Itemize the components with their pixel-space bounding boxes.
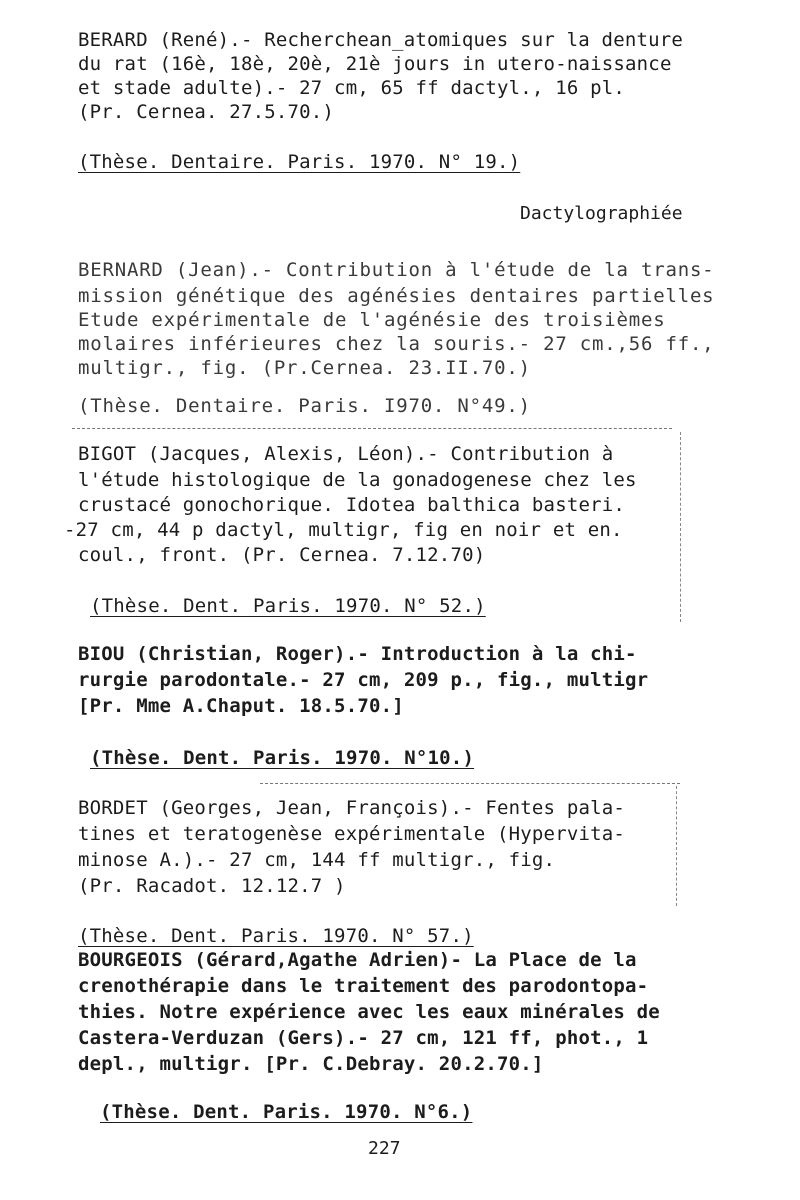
entry-line: crustacé gonochorique. Idotea balthica basteri. [78, 494, 626, 516]
entry-line: coul., front. (Pr. Cernea. 7.12.70) [78, 544, 486, 566]
these-reference: (Thèse. Dent. Paris. 1970. N° 52.) [90, 595, 486, 617]
divider [260, 783, 680, 784]
entry-line: molaires inférieures chez la souris.- 27 cm.,56 ff., [78, 333, 715, 355]
entry-line: thies. Notre expérience avec les eaux minérales de [78, 1001, 660, 1023]
entry-line: du rat (16è, 18è, 20è, 21è jours in utero-naissance [78, 53, 672, 75]
divider-vertical [676, 786, 677, 906]
entry-line: l'étude histologique de la gonadogenese chez les [78, 469, 637, 491]
these-reference: (Thèse. Dentaire. Paris. 1970. N° 19.) [78, 151, 521, 173]
entry-line: -27 cm, 44 p dactyl, multigr, fig en noir et en. [64, 519, 623, 541]
entry-line: BERARD (René).- Recherchean̲atomiques sur la denture [78, 29, 684, 51]
page-number: 227 [368, 1138, 401, 1159]
entry-line: [Pr. Mme A.Chaput. 18.5.70.] [78, 695, 404, 717]
entry-line: et stade adulte).- 27 cm, 65 ff dactyl., 16 pl. [78, 77, 626, 99]
entry-line: BORDET (Georges, Jean, François).- Fentes pala- [78, 797, 626, 819]
entry-line: BOURGEOIS (Gérard,Agathe Adrien)- La Place de la [78, 949, 637, 971]
these-reference: (Thèse. Dent. Paris. 1970. N° 57.) [78, 925, 474, 947]
entry-line: BERNARD (Jean).- Contribution à l'étude de la trans- [78, 259, 715, 281]
entry-line: tines et teratogenèse expérimentale (Hypervita- [78, 823, 626, 845]
divider [72, 428, 672, 429]
entry-line: Castera-Verduzan (Gers).- 27 cm, 121 ff, phot., 1 [78, 1027, 649, 1049]
entry-line: mission génétique des agénésies dentaires partielles [78, 285, 715, 307]
dactylographiee-label: Dactylographiée [520, 203, 683, 224]
entry-line: rurgie parodontale.- 27 cm, 209 p., fig., multigr [78, 669, 649, 691]
entry-line: (Pr. Cernea. 27.5.70.) [78, 101, 335, 123]
entry-line: BIOU (Christian, Roger).- Introduction à la chi- [78, 643, 637, 665]
entry-line: crenothérapie dans le traitement des parodontopa- [78, 975, 649, 997]
entry-line: Etude expérimentale de l'agénésie des troisièmes [78, 309, 666, 331]
entry-line: BIGOT (Jacques, Alexis, Léon).- Contribution à [78, 443, 614, 465]
entry-line: depl., multigr. [Pr. C.Debray. 20.2.70.] [78, 1053, 544, 1075]
these-reference: (Thèse. Dent. Paris. 1970. N°6.) [100, 1101, 473, 1123]
entry-line: multigr., fig. (Pr.Cernea. 23.II.70.) [78, 357, 531, 379]
entry-line: (Pr. Racadot. 12.12.7 ) [78, 875, 346, 897]
these-reference: (Thèse. Dentaire. Paris. I970. N°49.) [78, 395, 531, 417]
these-reference: (Thèse. Dent. Paris. 1970. N°10.) [90, 747, 475, 769]
entry-line: minose A.).- 27 cm, 144 ff multigr., fig. [78, 849, 556, 871]
divider-vertical [680, 432, 681, 622]
